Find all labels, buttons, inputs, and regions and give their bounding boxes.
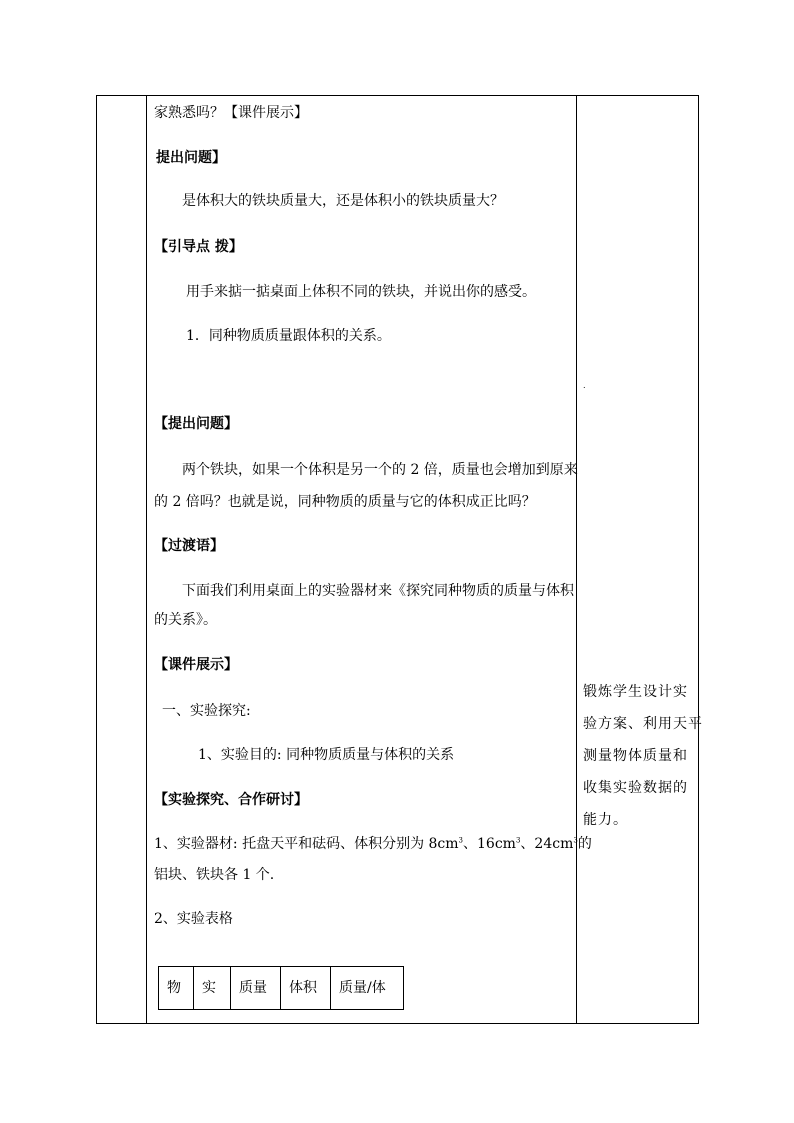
heading-transition: 【过渡语】	[154, 538, 224, 554]
side-dot: .	[583, 381, 586, 390]
item-1: 1．同种物质质量跟体积的关系。	[186, 328, 391, 344]
section-1: 一、实验探究:	[162, 703, 251, 719]
materials-line2: 铝块、铁块各 1 个.	[154, 867, 275, 883]
side-note-line: 锻炼学生设计实	[583, 684, 688, 700]
transition-line2: 的关系》。	[154, 612, 217, 628]
table-header-cell: 质量	[231, 967, 281, 1009]
guide-text: 用手来掂一掂桌面上体积不同的铁块，并说出你的感受。	[186, 284, 536, 300]
side-note	[583, 676, 703, 836]
column-divider-right	[576, 95, 577, 1024]
heading-experiment: 【实验探究、合作研讨】	[154, 792, 308, 808]
table-header-cell: 体积	[281, 967, 331, 1009]
table-header-cell: 物	[159, 967, 194, 1009]
heading-courseware: 【课件展示】	[154, 657, 238, 673]
intro-line: 家熟悉吗？【课件展示】	[154, 105, 308, 121]
heading-raise-question: 提出问题】	[156, 150, 226, 166]
experiment-purpose: 1、实验目的: 同种物质质量与体积的关系	[198, 747, 455, 763]
side-note-line: 收集实验数据的	[583, 780, 688, 796]
heading-raise-question-2: 【提出问题】	[154, 416, 238, 432]
experiment-table	[158, 966, 404, 1010]
side-note-line: 能力。	[583, 812, 628, 828]
lesson-table	[96, 95, 703, 1024]
side-note-line: 测量物体质量和	[583, 748, 688, 764]
table-title: 2、实验表格	[154, 911, 233, 927]
heading-guide: 【引导点 拨】	[154, 239, 243, 255]
question-2-line2: 的 2 倍吗？也就是说，同种物质的质量与它的体积成正比吗？	[154, 494, 536, 510]
materials-line1: 1、实验器材: 托盘天平和砝码、体积分别为 $8cm^3$、$16cm^3$、$24cm^3$的	[154, 836, 592, 852]
table-header-cell: 实	[194, 967, 231, 1009]
side-note-line: 验方案、利用天平	[583, 716, 703, 732]
question-1: 是体积大的铁块质量大，还是体积小的铁块质量大？	[182, 193, 504, 209]
question-2-line1: 两个铁块，如果一个体积是另一个的 2 倍，质量也会增加到原来	[182, 462, 578, 478]
table-header-cell: 质量/体	[339, 980, 386, 996]
transition-line1: 下面我们利用桌面上的实验器材来《探究同种物质的质量与体积	[182, 583, 574, 599]
column-divider-left	[146, 95, 147, 1024]
